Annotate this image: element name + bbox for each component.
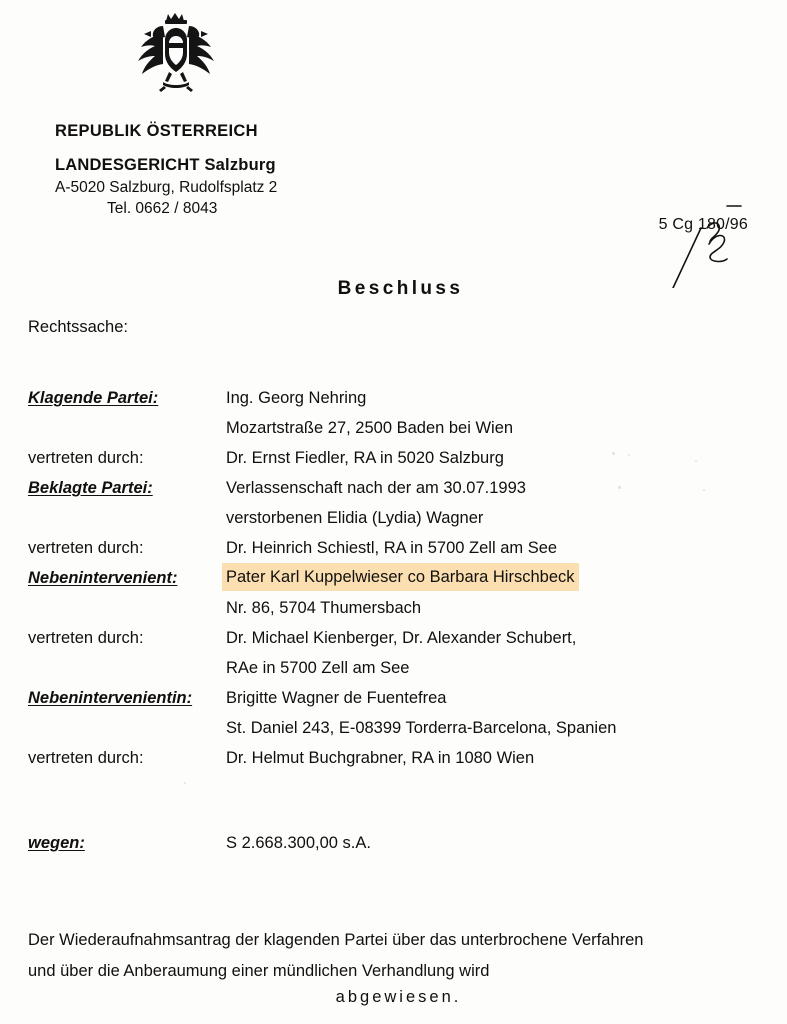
cause-value: S 2.668.300,00 s.A.: [226, 834, 371, 852]
party-value-highlighted: Pater Karl Kuppelwieser co Barbara Hirschbeck: [222, 563, 579, 591]
court-header: [55, 120, 615, 219]
file-number: 5 Cg 180/96: [658, 216, 748, 233]
party-label: vertreten durch:: [28, 449, 144, 467]
cause-row: [28, 828, 758, 858]
austrian-eagle-coat-of-arms-icon: [133, 8, 219, 92]
scan-speck: [618, 486, 621, 489]
court-line: LANDESGERICHT Salzburg: [55, 156, 276, 174]
party-label: Klagende Partei:: [28, 389, 159, 407]
party-row: [28, 563, 758, 593]
party-row: [28, 473, 758, 503]
scan-speck: [703, 489, 705, 491]
party-value: Dr. Michael Kienberger, Dr. Alexander Schubert,: [226, 629, 577, 647]
party-row: [28, 623, 758, 653]
body-paragraph: [28, 925, 758, 987]
scan-speck: [612, 452, 615, 455]
party-row: [28, 533, 758, 563]
body-line-2: und über die Anberaumung einer mündlichen Verhandlung wird: [28, 962, 490, 980]
page-title: Beschluss: [337, 278, 464, 299]
party-value: Ing. Georg Nehring: [226, 389, 367, 407]
party-row: [28, 713, 758, 743]
party-row: [28, 743, 758, 773]
party-label: vertreten durch:: [28, 539, 144, 557]
party-row: [28, 413, 758, 443]
party-value: Nr. 86, 5704 Thumersbach: [226, 599, 422, 617]
party-value: Dr. Helmut Buchgrabner, RA in 1080 Wien: [226, 749, 535, 767]
party-label: vertreten durch:: [28, 749, 144, 767]
party-label: Beklagte Partei:: [28, 479, 153, 497]
court-address: A-5020 Salzburg, Rudolfsplatz 2: [55, 179, 278, 196]
party-value: Mozartstraße 27, 2500 Baden bei Wien: [226, 419, 514, 437]
party-row: [28, 593, 758, 623]
scan-speck: [695, 460, 697, 462]
party-value: verstorbenen Elidia (Lydia) Wagner: [226, 509, 484, 527]
decision-text: abgewiesen.: [335, 988, 462, 1006]
party-value: Dr. Heinrich Schiestl, RA in 5700 Zell am See: [226, 539, 558, 557]
party-label: vertreten durch:: [28, 629, 144, 647]
scan-speck: [628, 454, 630, 456]
party-value: Dr. Ernst Fiedler, RA in 5020 Salzburg: [226, 449, 504, 467]
party-row: [28, 503, 758, 533]
party-value: Brigitte Wagner de Fuentefrea: [226, 689, 447, 707]
party-value: Verlassenschaft nach der am 30.07.1993: [226, 479, 526, 497]
parties-block: [28, 383, 758, 773]
party-row: [28, 383, 758, 413]
cause-label: wegen:: [28, 834, 85, 852]
party-label: Nebenintervenient:: [28, 569, 178, 587]
republic-line: REPUBLIK ÖSTERREICH: [55, 122, 258, 140]
scan-speck: [184, 782, 186, 784]
party-row: [28, 683, 758, 713]
party-value: RAe in 5700 Zell am See: [226, 659, 410, 677]
subject-label: Rechtssache:: [28, 318, 128, 336]
party-row: [28, 653, 758, 683]
party-value: St. Daniel 243, E-08399 Torderra-Barcelona, Spanien: [226, 719, 617, 737]
party-row: [28, 443, 758, 473]
handwritten-mark-icon: [665, 192, 755, 288]
party-label: Nebenintervenientin:: [28, 689, 193, 707]
body-line-1: Der Wiederaufnahmsantrag der klagenden Partei über das unterbrochene Verfahren: [28, 931, 644, 949]
court-phone: Tel. 0662 / 8043: [107, 200, 218, 217]
